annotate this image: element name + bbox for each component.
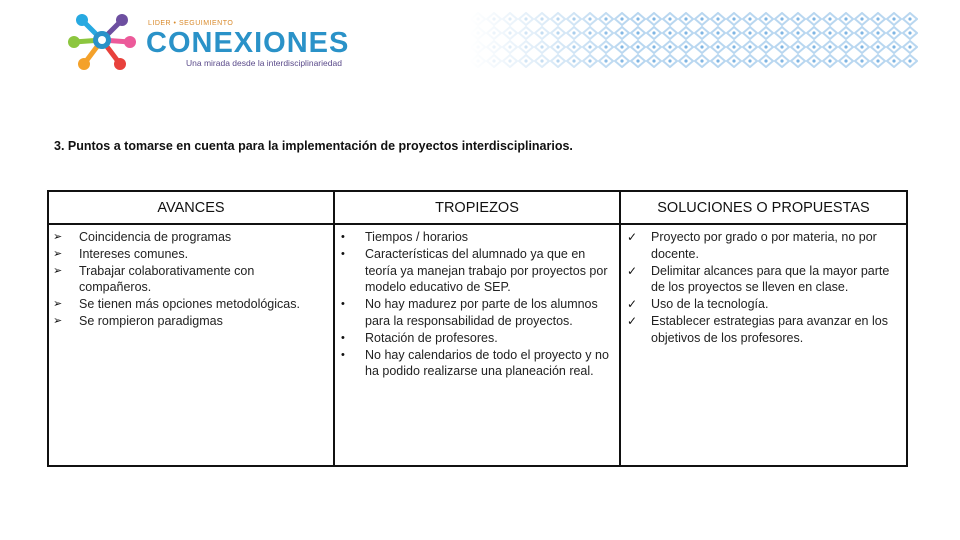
list-item: ➢ Se rompieron paradigmas (53, 313, 223, 328)
header-tropiezos: TROPIEZOS (334, 191, 620, 224)
list-item: • No hay calendarios de todo el proyecto y no ha podido realizarse una planeación real. (341, 347, 609, 379)
bullet-icon: • (341, 231, 345, 243)
check-icon: ✓ (627, 297, 638, 312)
soluciones-cell (620, 224, 907, 466)
list-item: ➢ Coincidencia de programas (53, 230, 232, 244)
table-header-row (48, 191, 907, 224)
soluciones-list (625, 229, 902, 347)
tropiezos-cell (334, 224, 620, 466)
list-item: ➢ Se tienen más opciones metodológicas. (53, 297, 300, 312)
points-table (47, 190, 908, 467)
header-soluciones: SOLUCIONES O PROPUESTAS (620, 191, 907, 224)
list-item: ✓ Establecer estrategias para avanzar en los objetivos de los profesores. (627, 313, 888, 345)
arrow-icon: ➢ (53, 264, 63, 277)
logo-tagline: LIDER • SEGUIMIENTO (148, 20, 234, 27)
bullet-icon: • (341, 331, 345, 344)
list-item: • Características del alumnado ya que en teoría ya manejan trabajo por proyectos por modelo educativo de SEP. (341, 246, 608, 295)
check-icon: ✓ (627, 263, 638, 278)
bullet-icon: • (341, 247, 345, 260)
logo-title: CONEXIONES (146, 27, 350, 59)
bullet-icon: • (341, 298, 345, 311)
arrow-icon: ➢ (53, 298, 63, 311)
avances-list (53, 229, 329, 330)
check-icon: ✓ (627, 230, 638, 244)
check-icon: ✓ (627, 313, 638, 328)
bullet-icon: • (341, 348, 345, 361)
list-item: ✓ Uso de la tecnología. (627, 297, 769, 312)
list-item: • Tiempos / horarios (341, 230, 469, 244)
list-item: • Rotación de profesores. (341, 330, 498, 345)
list-item: • No hay madurez por parte de los alumnos para la responsabilidad de proyectos. (341, 297, 598, 328)
list-item: ✓ Proyecto por grado o por materia, no por docente. (627, 230, 877, 261)
logo-subtitle: Una mirada desde la interdisciplinariedad (186, 58, 342, 68)
header-avances: AVANCES (48, 191, 334, 224)
tropiezos-list (339, 229, 615, 380)
section-heading: 3. Puntos a tomarse en cuenta para la implementación de proyectos interdisciplinarios. (54, 139, 573, 153)
list-item: ➢ Trabajar colaborativamente con compañeros. (53, 263, 255, 295)
table-body-row (48, 224, 907, 466)
arrow-icon: ➢ (53, 247, 63, 260)
arrow-icon: ➢ (53, 314, 63, 327)
network-icon (62, 6, 144, 76)
conexiones-logo (62, 6, 382, 76)
list-item: ➢ Intereses comunes. (53, 246, 189, 261)
avances-cell (48, 224, 334, 466)
list-item: ✓ Delimitar alcances para que la mayor parte de los proyectos se lleven en clase. (627, 263, 890, 295)
decorative-pattern (470, 12, 918, 68)
arrow-icon: ➢ (53, 231, 63, 243)
